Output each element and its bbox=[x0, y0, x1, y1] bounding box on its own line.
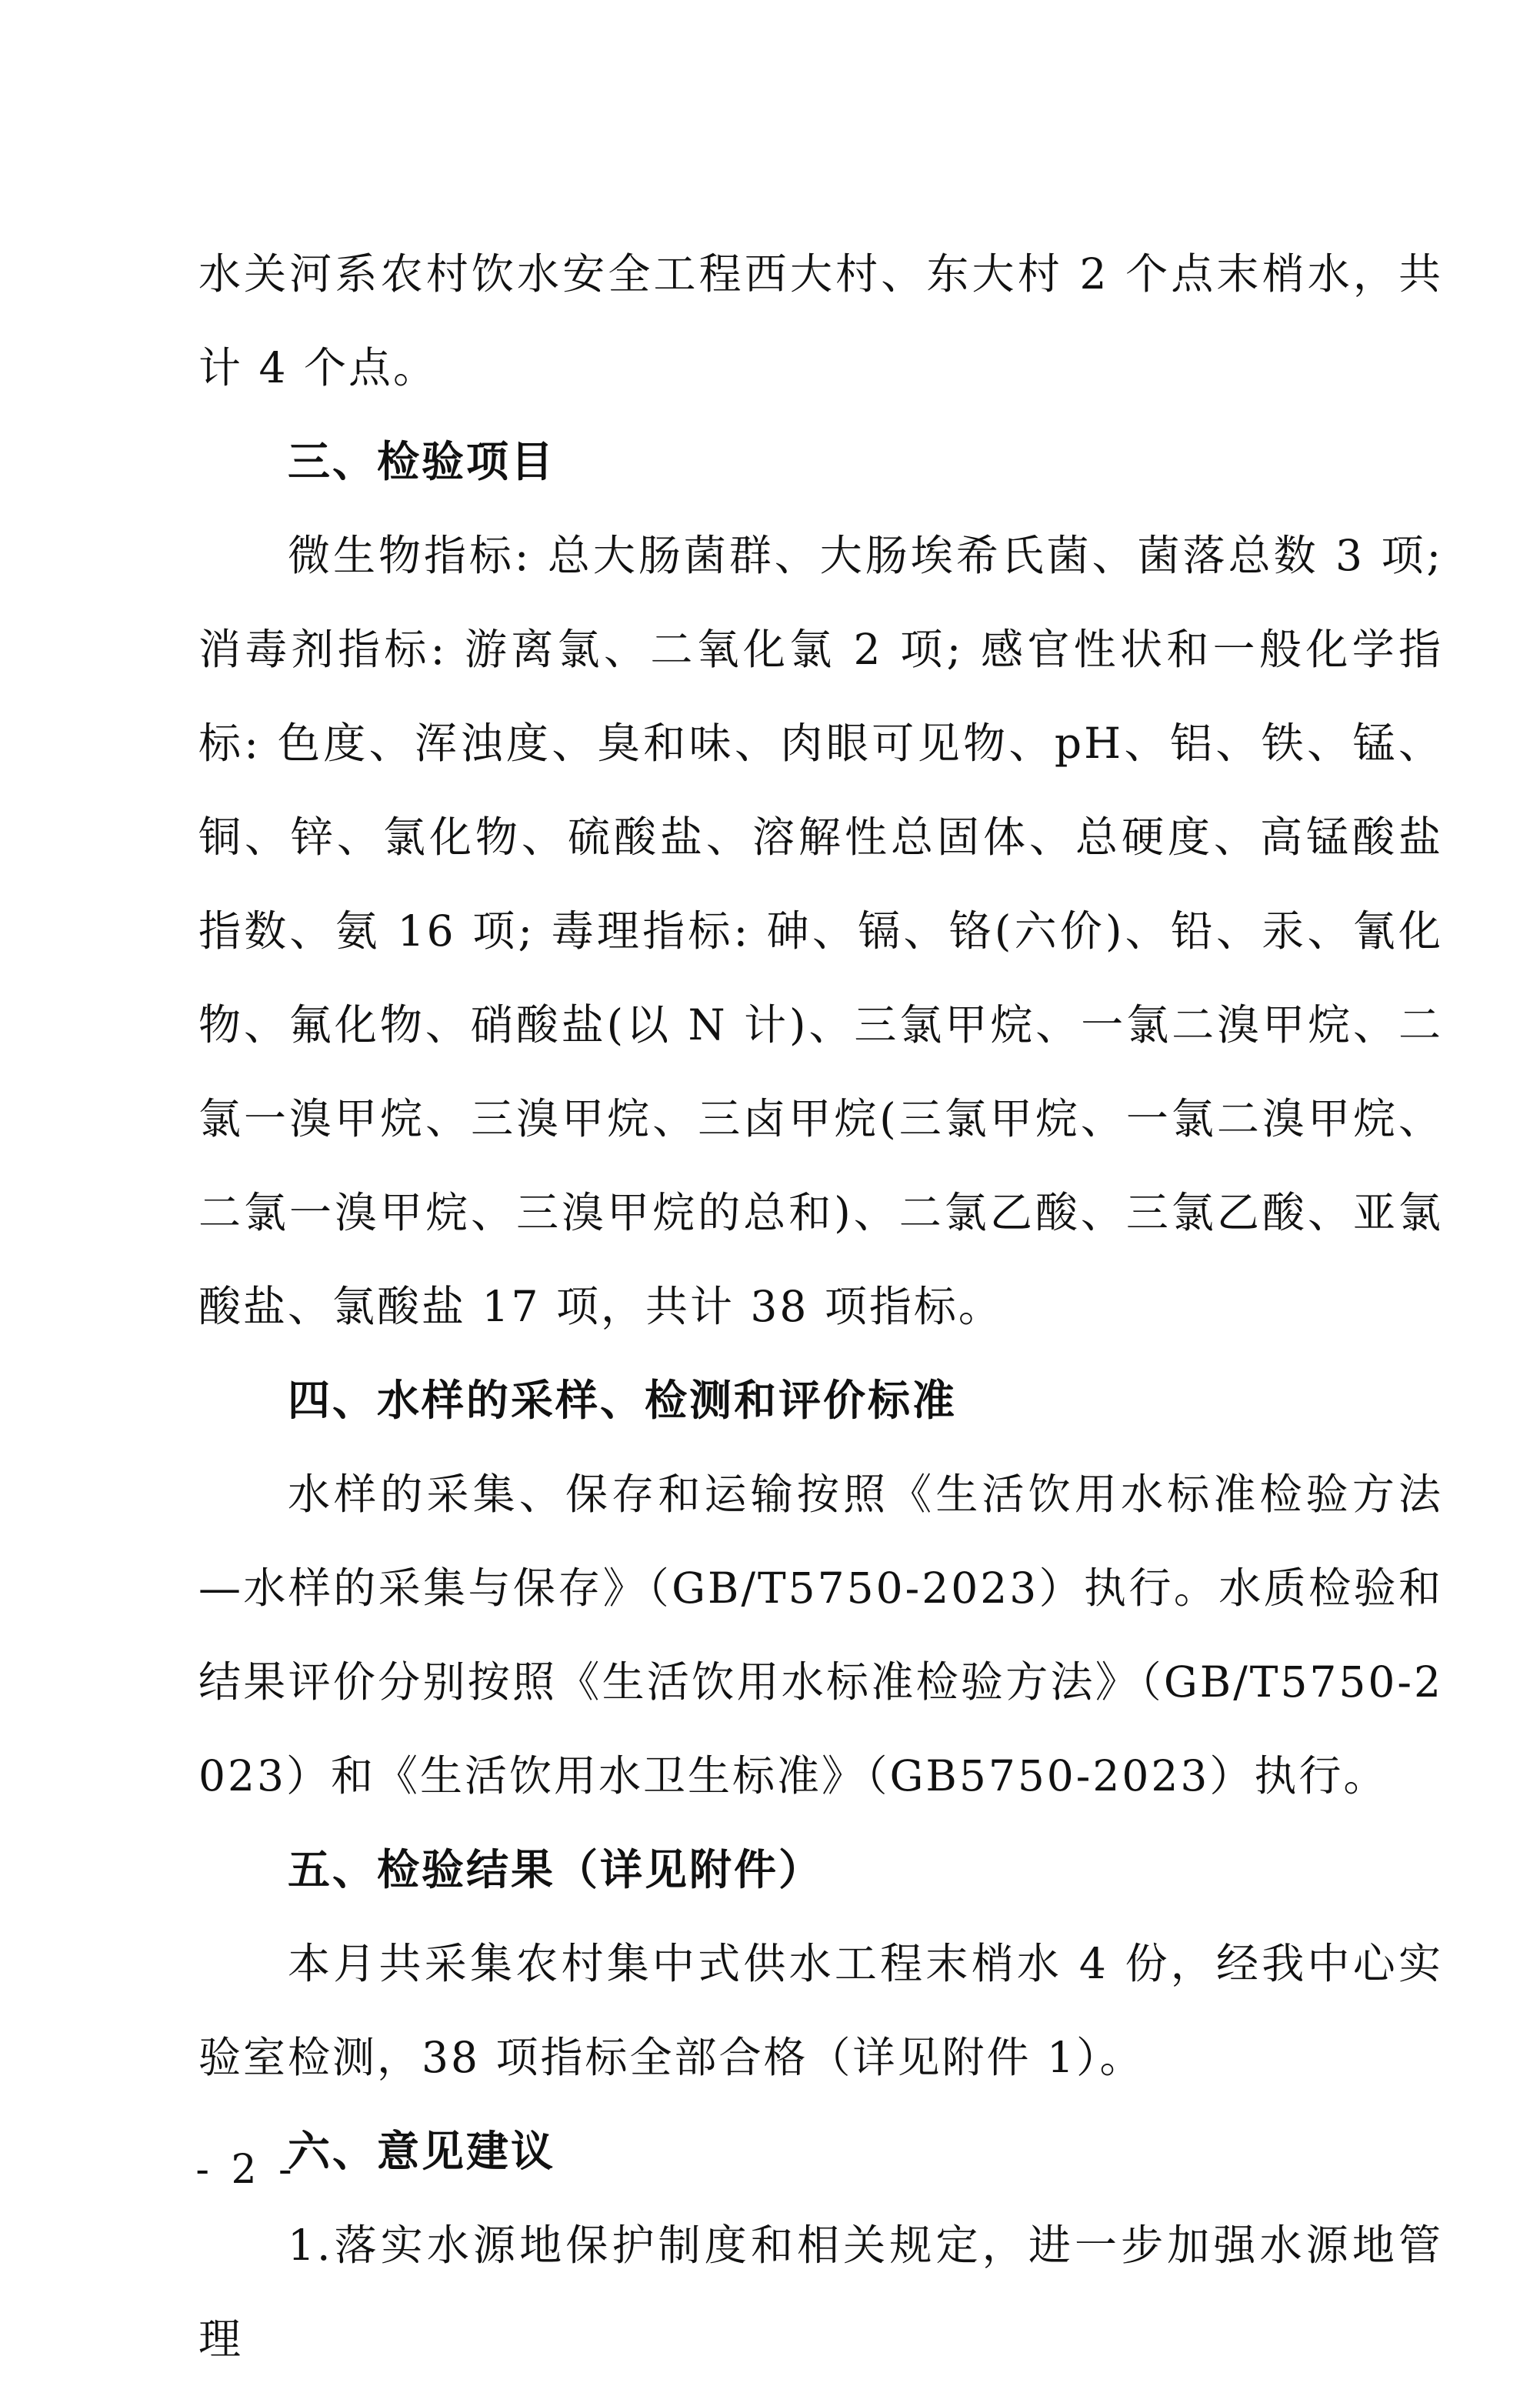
page-number: - 2 - bbox=[195, 2147, 297, 2193]
paragraph-suggestion-1: 1.落实水源地保护制度和相关规定，进一步加强水源地管理 bbox=[198, 2221, 1443, 2364]
heading-inspection-results: 五、检验结果（详见附件） bbox=[288, 1845, 824, 1894]
paragraph-inspection-items: 微生物指标: 总大肠菌群、大肠埃希氏菌、菌落总数 3 项; 消毒剂指标: 游离氯、二氧化氯 2 项; 感官性状和一般化学指标: 色度、浑浊度、臭和味、肉眼可见物、pH、铝、铁、锰、铜、锌、氯化物、硫酸盐、溶解性总固体、总硬度、高锰酸盐指数、氨 16 项; 毒理指标: 砷、镉、铬(六价)、铅、汞、氰化物、氟化物、硝酸盐(以 N 计)、三氯甲烷、一氯二溴甲烷、二氯一溴甲烷、三溴甲烷、三卤甲烷(三氯甲烷、一氯二溴甲烷、二氯一溴甲烷、三溴甲烷的总和)、二氯乙酸、三氯乙酸、亚氯酸盐、氯酸盐 17 项，共计 38 项指标。 bbox=[198, 531, 1443, 1331]
heading-suggestions: 六、意见建议 bbox=[288, 2127, 556, 2176]
heading-sampling-standards: 四、水样的采样、检测和评价标准 bbox=[288, 1376, 958, 1425]
paragraph-continuation: 水关河系农村饮水安全工程西大村、东大村 2 个点末梢水，共计 4 个点。 bbox=[198, 249, 1443, 392]
heading-inspection-items: 三、检验项目 bbox=[288, 437, 556, 486]
paragraph-inspection-results: 本月共采集农村集中式供水工程末梢水 4 份，经我中心实验室检测，38 项指标全部合格（详见附件 1）。 bbox=[198, 1939, 1443, 2082]
document-body bbox=[198, 227, 1443, 2386]
paragraph-sampling-standards: 水样的采集、保存和运输按照《生活饮用水标准检验方法—水样的采集与保存》（GB/T5750-2023）执行。水质检验和结果评价分别按照《生活饮用水标准检验方法》（GB/T5750-2023）和《生活饮用水卫生标准》（GB5750-2023）执行。 bbox=[198, 1470, 1443, 1800]
